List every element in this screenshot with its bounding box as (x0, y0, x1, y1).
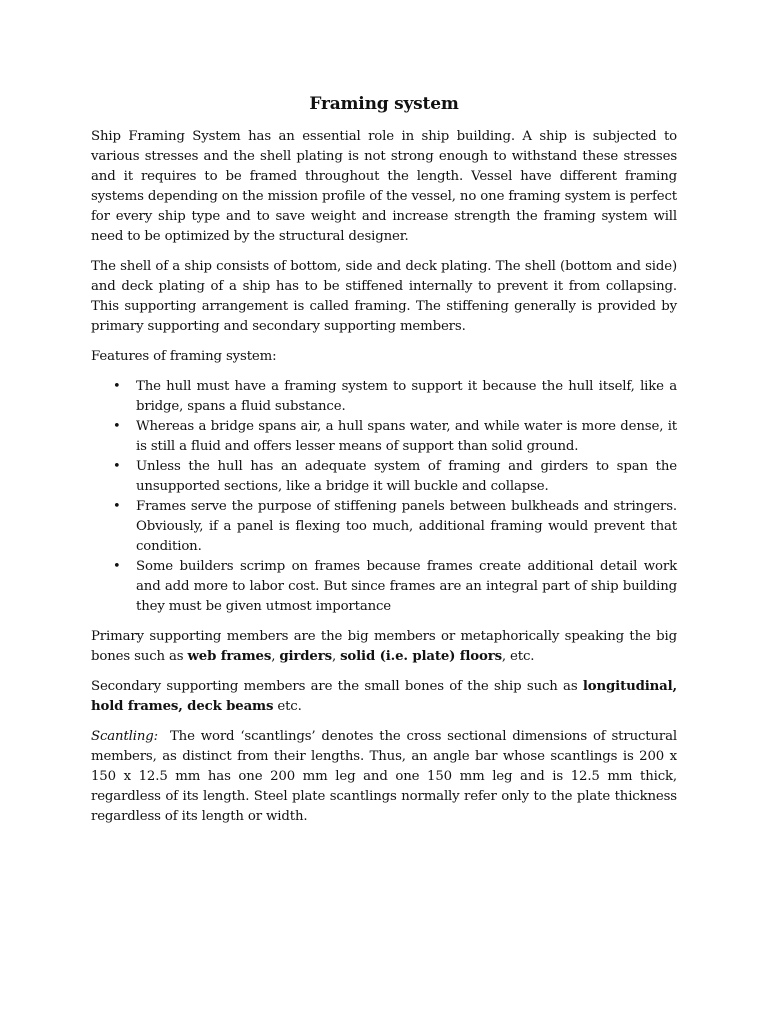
features-label: Features of framing system: (91, 349, 277, 364)
scantling-paragraph (91, 727, 677, 827)
primary-intro: Primary supporting members are the big members or metaphorically speaking the big bones such as (91, 629, 677, 664)
primary-sep-1: , (271, 649, 280, 664)
secondary-intro: Secondary supporting members are the small bones of the ship such as (91, 679, 583, 694)
bullet-icon: • (113, 459, 121, 474)
scantling-label: Scantling: (91, 729, 158, 744)
bullet-icon: • (113, 419, 121, 434)
list-item (91, 417, 677, 457)
list-item-text: Frames serve the purpose of stiffening panels between bulkheads and stringers. Obviously, if a panel is flexing too much, additional framing would prevent that condition. (136, 499, 677, 554)
shell-paragraph: The shell of a ship consists of bottom, side and deck plating. The shell (bottom and side) and deck plating of a ship has to be stiffened internally to prevent it from collapsing. This supporting arrangement is called framing. The stiffening generally is provided by primary supporting and secondary supporting members. (91, 259, 677, 334)
document-page (91, 92, 677, 837)
page-title: Framing system (309, 94, 459, 114)
list-item-text: The hull must have a framing system to support it because the hull itself, like a bridge, spans a fluid substance. (136, 379, 677, 414)
bullet-icon: • (113, 559, 121, 574)
bullet-icon: • (113, 379, 121, 394)
secondary-terms: longitudinal, hold frames, deck beams (91, 679, 677, 714)
features-list (91, 377, 677, 617)
list-item (91, 457, 677, 497)
list-item (91, 377, 677, 417)
list-item-text: Unless the hull has an adequate system of framing and girders to span the unsupported sections, like a bridge it will buckle and collapse. (136, 459, 677, 494)
primary-members-paragraph (91, 627, 677, 667)
web-frames-term: web frames (187, 649, 272, 664)
list-item-text: Some builders scrimp on frames because frames create additional detail work and add more to labor cost. But since frames are an integral part of ship building they must be given utmost importance (136, 559, 677, 614)
list-item (91, 557, 677, 617)
intro-paragraph: Ship Framing System has an essential role in ship building. A ship is subjected to various stresses and the shell plating is not strong enough to withstand these stresses and it requires to be framed throughout the length. Vessel have different framing systems depending on the mission profile of the vessel, no one framing system is perfect for every ship type and to save weight and increase strength the framing system will need to be optimized by the structural designer. (91, 129, 677, 244)
primary-end: , etc. (501, 649, 535, 664)
secondary-members-paragraph (91, 677, 677, 717)
secondary-end: etc. (273, 699, 302, 714)
girders-term: girders (279, 649, 332, 664)
floors-term: solid (i.e. plate) floors (340, 649, 502, 664)
list-item (91, 497, 677, 557)
list-item-text: Whereas a bridge spans air, a hull spans water, and while water is more dense, it is still a fluid and offers lesser means of support than solid ground. (136, 419, 677, 454)
primary-sep-2: , (331, 649, 341, 664)
bullet-icon: • (113, 499, 121, 514)
scantling-text: The word ‘scantlings’ denotes the cross sectional dimensions of structural members, as distinct from their lengths. Thus, an angle bar whose scantlings is 200 x 150 x 12.5 mm has one 200 mm leg and one 150 mm leg and is 12.5 mm thick, regardless of its length. Steel plate scantlings normally refer only to the plate thickness regardless of its length or width. (91, 729, 677, 824)
